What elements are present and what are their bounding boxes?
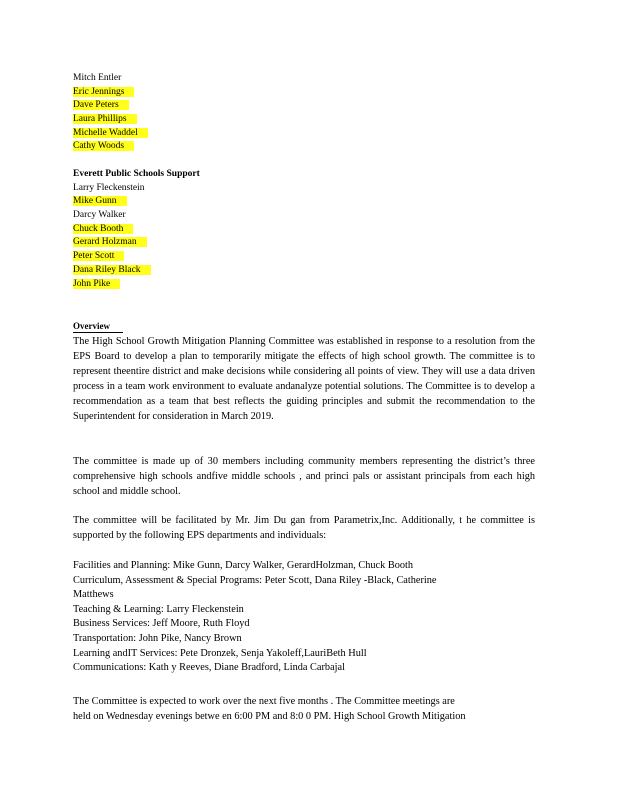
department-line: Curriculum, Assessment & Special Programs: Peter Scott, Dana Riley -Black, Catherine xyxy=(73,574,437,586)
member-name: Cathy Woods xyxy=(73,140,148,154)
department-line: Facilities and Planning: Mike Gunn, Darcy Walker, GerardHolzman, Chuck Booth xyxy=(73,560,414,571)
member-name: Mitch Entler xyxy=(73,73,122,83)
support-member-name: Chuck Booth xyxy=(73,223,200,237)
support-member-name: Larry Fleckenstein xyxy=(73,182,145,193)
support-member-name: Peter Scott xyxy=(73,250,200,264)
overview-body xyxy=(73,334,535,424)
department-line: Learning andIT Services: Pete Dronzek, Senja Yakoleff,LauriBeth Hull xyxy=(73,647,367,659)
support-member-name: Gerard Holzman xyxy=(73,236,200,250)
overview-paragraph-4-line-2: held on Wednesday evenings betwe en 6:00 PM and 8:0 0 PM. High School Growth Mitigation xyxy=(73,711,466,722)
support-member-name: John Pike xyxy=(73,278,200,292)
member-name: Michelle Waddel xyxy=(73,127,148,141)
department-line: Communications: Kath y Reeves, Diane Bradford, Linda Carbajal xyxy=(73,662,345,674)
member-name: Eric Jennings xyxy=(73,86,148,100)
support-member-name: Darcy Walker xyxy=(73,210,126,221)
member-name: Laura Phillips xyxy=(73,113,148,127)
support-member-name: Mike Gunn xyxy=(73,195,200,209)
overview-body-3 xyxy=(73,513,535,543)
eps-support-list xyxy=(73,168,200,291)
overview-paragraph-4-line-1: The Committee is expected to work over the next five months . The Committee meetings are xyxy=(73,696,455,707)
department-line: Business Services: Jeff Moore, Ruth Floyd xyxy=(73,618,250,630)
overview-paragraph-2: The committee is made up of 30 members including community members representing the district’s three comprehensive high schools andfive middle schools , and princi pals or assistant principals from each high school and middle school. xyxy=(73,456,535,497)
department-line: Transportation: John Pike, Nancy Brown xyxy=(73,632,242,644)
member-name: Dave Peters xyxy=(73,99,148,113)
support-member-name: Dana Riley Black xyxy=(73,264,200,278)
overview-body-2 xyxy=(73,454,535,499)
overview-paragraph-1: The High School Growth Mitigation Planning Committee was established in response to a resolution from the EPS Board to develop a plan to temporarily mitigate the effects of high school growth. The committee is to represent theentire district and make decisions while considering all points of view. They will use a data driven process in a team work environment to evaluate andanalyze potential solutions. The Committee is to develop a recommendation as a team that best reflects the guiding principles and submit the recommendation to the Superintendent for consideration in March 2019. xyxy=(73,336,535,422)
department-line: Matthews xyxy=(73,589,114,601)
overview-body-4 xyxy=(73,694,535,724)
eps-support-heading: Everett Public Schools Support xyxy=(73,169,200,179)
department-line: Teaching & Learning: Larry Fleckenstein xyxy=(73,603,244,615)
committee-member-list xyxy=(73,72,148,154)
overview-paragraph-3: The committee will be facilitated by Mr. Jim Du gan from Parametrix,Inc. Additionally, t he committee is supported by the following EPS departments and individuals: xyxy=(73,515,535,541)
overview-heading: Overview xyxy=(73,321,123,333)
department-list xyxy=(73,559,535,676)
